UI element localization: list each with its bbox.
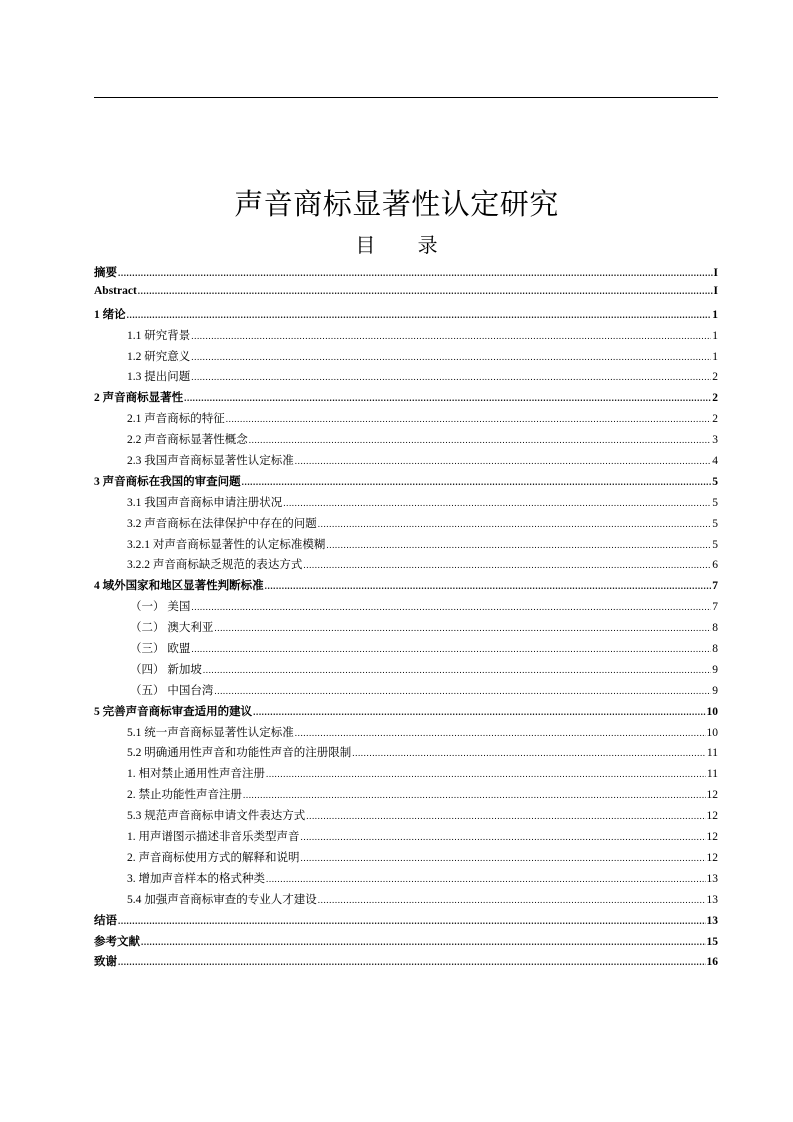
toc-entry-page: 7 [712, 580, 718, 593]
toc-entry-page: 5 [712, 475, 718, 488]
toc-entry-label: Abstract [94, 284, 137, 297]
toc-dot-leader [191, 331, 711, 341]
toc-entry[interactable] [94, 682, 718, 703]
toc-dot-leader [118, 957, 706, 967]
toc-entry-label: 2.2 声音商标显著性概念 [127, 434, 248, 447]
toc-entry-label: 3.2 声音商标在法律保护中存在的问题 [127, 517, 317, 530]
toc-entry-label: 1.2 研究意义 [127, 350, 191, 363]
toc-entry[interactable] [94, 661, 718, 682]
toc-entry-page: 11 [706, 747, 718, 760]
toc-dot-leader [253, 707, 705, 717]
toc-entry-page: 12 [706, 851, 718, 864]
toc-entry-page: 9 [712, 684, 718, 697]
toc-entry-page: 10 [706, 726, 718, 739]
toc-dot-leader [242, 477, 712, 487]
toc-entry-label: 5.4 加强声音商标审查的专业人才建设 [127, 893, 317, 906]
toc-entry[interactable] [94, 327, 718, 348]
toc-dot-leader [214, 623, 711, 633]
toc-entry[interactable] [94, 953, 718, 974]
toc-dot-leader [191, 602, 711, 612]
toc-entry[interactable] [94, 368, 718, 389]
toc-entry[interactable] [94, 933, 718, 954]
toc-entry-page: 16 [706, 956, 718, 969]
toc-entry-label: 5.2 明确通用性声音和功能性声音的注册限制 [127, 747, 352, 760]
toc-entry[interactable] [94, 348, 718, 369]
toc-dot-leader [191, 372, 711, 382]
toc-entry-label: 5.1 统一声音商标显著性认定标准 [127, 726, 294, 739]
toc-dot-leader [326, 540, 711, 550]
toc-entry-page: 2 [712, 392, 718, 405]
toc-entry-page: 3 [712, 434, 718, 447]
toc-dot-leader [301, 832, 706, 842]
toc-entry-label: 2. 声音商标使用方式的解释和说明 [127, 851, 300, 864]
toc-entry-label: 1 绪论 [94, 308, 126, 321]
toc-entry-label: 结语 [94, 914, 117, 927]
toc-entry-page: 7 [712, 601, 718, 614]
toc-entry-label: 2. 禁止功能性声音注册 [127, 789, 242, 802]
toc-entry-label: 2 声音商标显著性 [94, 392, 184, 405]
toc-entry-page: 2 [712, 371, 718, 384]
toc-entry-label: 3 声音商标在我国的审查问题 [94, 475, 241, 488]
toc-entry[interactable] [94, 452, 718, 473]
toc-entry-page: 5 [712, 538, 718, 551]
toc-entry[interactable] [94, 870, 718, 891]
toc-entry[interactable] [94, 598, 718, 619]
toc-entry[interactable] [94, 765, 718, 786]
toc-entry[interactable] [94, 891, 718, 912]
toc-entry-label: 1.3 提出问题 [127, 371, 191, 384]
toc-dot-leader [214, 686, 711, 696]
toc-entry-label: 1.1 研究背景 [127, 329, 191, 342]
toc-entry-page: 10 [706, 705, 718, 718]
toc-dot-leader [118, 916, 706, 926]
toc-entry-label: 4 域外国家和地区显著性判断标准 [94, 580, 264, 593]
toc-entry-label: 3.1 我国声音商标申请注册状况 [127, 496, 283, 509]
toc-entry-label: 3.2.2 声音商标缺乏规范的表达方式 [127, 559, 303, 572]
toc-dot-leader [266, 769, 706, 779]
toc-dot-leader [318, 895, 706, 905]
toc-entry[interactable] [94, 431, 718, 452]
toc-entry-page: 13 [706, 914, 718, 927]
toc-dot-leader [283, 498, 711, 508]
toc-dot-leader [249, 435, 712, 445]
toc-entry[interactable] [94, 410, 718, 431]
toc-dot-leader [303, 560, 711, 570]
toc-entry-page: 4 [712, 455, 718, 468]
toc-dot-leader [295, 728, 706, 738]
toc-entry-page: 13 [706, 893, 718, 906]
toc-entry-page: 11 [706, 768, 718, 781]
toc-entry-page: 1 [712, 308, 718, 321]
toc-dot-leader [306, 811, 705, 821]
toc-entry-page: 8 [712, 622, 718, 635]
toc-entry[interactable] [94, 619, 718, 640]
toc-entry[interactable] [94, 786, 718, 807]
toc-entry-label: 5 完善声音商标审查适用的建议 [94, 705, 253, 718]
toc-entry-label: 2.1 声音商标的特征 [127, 413, 225, 426]
header-rule [94, 97, 718, 98]
toc-entry-label: 摘要 [94, 267, 117, 279]
toc-entry-page: 12 [706, 789, 718, 802]
toc-entry[interactable] [94, 577, 718, 598]
toc-entry-label: 1. 用声谱图示描述非音乐类型声音 [127, 831, 300, 844]
toc-entry[interactable] [94, 807, 718, 828]
toc-dot-leader [301, 853, 706, 863]
toc-dot-leader [191, 352, 711, 362]
toc-entry-page: 2 [712, 413, 718, 426]
toc-entry[interactable] [94, 264, 718, 285]
toc-dot-leader [318, 519, 712, 529]
toc-entry[interactable] [94, 703, 718, 724]
toc-entry-page: 5 [712, 496, 718, 509]
toc-dot-leader [295, 456, 712, 466]
toc-entry-page: 8 [712, 643, 718, 656]
toc-entry-page: 9 [712, 663, 718, 676]
toc-entry[interactable] [94, 828, 718, 849]
toc-entry-page: 5 [712, 517, 718, 530]
toc-dot-leader [191, 644, 711, 654]
toc-entry[interactable] [94, 473, 718, 494]
toc-entry-page: I [713, 284, 718, 297]
toc-dot-leader [265, 581, 712, 591]
table-of-contents [94, 264, 718, 974]
toc-dot-leader [118, 268, 713, 278]
toc-entry-page: 15 [706, 935, 718, 948]
toc-dot-leader [141, 937, 706, 947]
toc-dot-leader [243, 790, 706, 800]
toc-heading: 目 录 [355, 233, 456, 257]
document-title: 声音商标显著性认定研究 [234, 187, 559, 221]
toc-entry-label: 5.3 规范声音商标申请文件表达方式 [127, 810, 306, 823]
toc-entry-label: 2.3 我国声音商标显著性认定标准 [127, 455, 294, 468]
toc-entry-page: 12 [706, 810, 718, 823]
toc-dot-leader [127, 310, 712, 320]
toc-entry-page: 1 [712, 329, 718, 342]
toc-entry[interactable] [94, 556, 718, 577]
toc-entry-page: 13 [706, 872, 718, 885]
toc-entry[interactable] [94, 515, 718, 536]
toc-entry-page: 12 [706, 831, 718, 844]
toc-entry-label: （二） 澳大利亚 [130, 622, 214, 635]
toc-entry-label: （五） 中国台湾 [130, 684, 214, 697]
toc-dot-leader [203, 665, 711, 675]
toc-entry-label: （三） 欧盟 [130, 643, 191, 656]
toc-entry[interactable] [94, 494, 718, 515]
toc-entry[interactable] [94, 744, 718, 765]
toc-entry-page: 1 [712, 350, 718, 363]
toc-entry[interactable] [94, 724, 718, 745]
toc-entry-label: 1. 相对禁止通用性声音注册 [127, 768, 265, 781]
toc-entry-label: 3. 增加声音样本的格式种类 [127, 872, 265, 885]
toc-dot-leader [226, 414, 712, 424]
toc-entry-page: I [713, 267, 718, 279]
toc-dot-leader [184, 393, 711, 403]
toc-entry[interactable] [94, 640, 718, 661]
toc-dot-leader [266, 874, 706, 884]
toc-entry[interactable] [94, 389, 718, 410]
toc-entry-label: （一） 美国 [130, 601, 191, 614]
toc-entry[interactable] [94, 285, 718, 306]
toc-entry-label: （四） 新加坡 [130, 663, 202, 676]
toc-entry-label: 致谢 [94, 956, 117, 969]
toc-entry[interactable] [94, 536, 718, 557]
toc-entry-label: 3.2.1 对声音商标显著性的认定标准模糊 [127, 538, 326, 551]
toc-entry-page: 6 [712, 559, 718, 572]
toc-entry-label: 参考文献 [94, 935, 140, 948]
toc-dot-leader [138, 286, 713, 296]
toc-entry[interactable] [94, 306, 718, 327]
toc-entry[interactable] [94, 912, 718, 933]
toc-entry[interactable] [94, 849, 718, 870]
toc-dot-leader [352, 748, 706, 758]
